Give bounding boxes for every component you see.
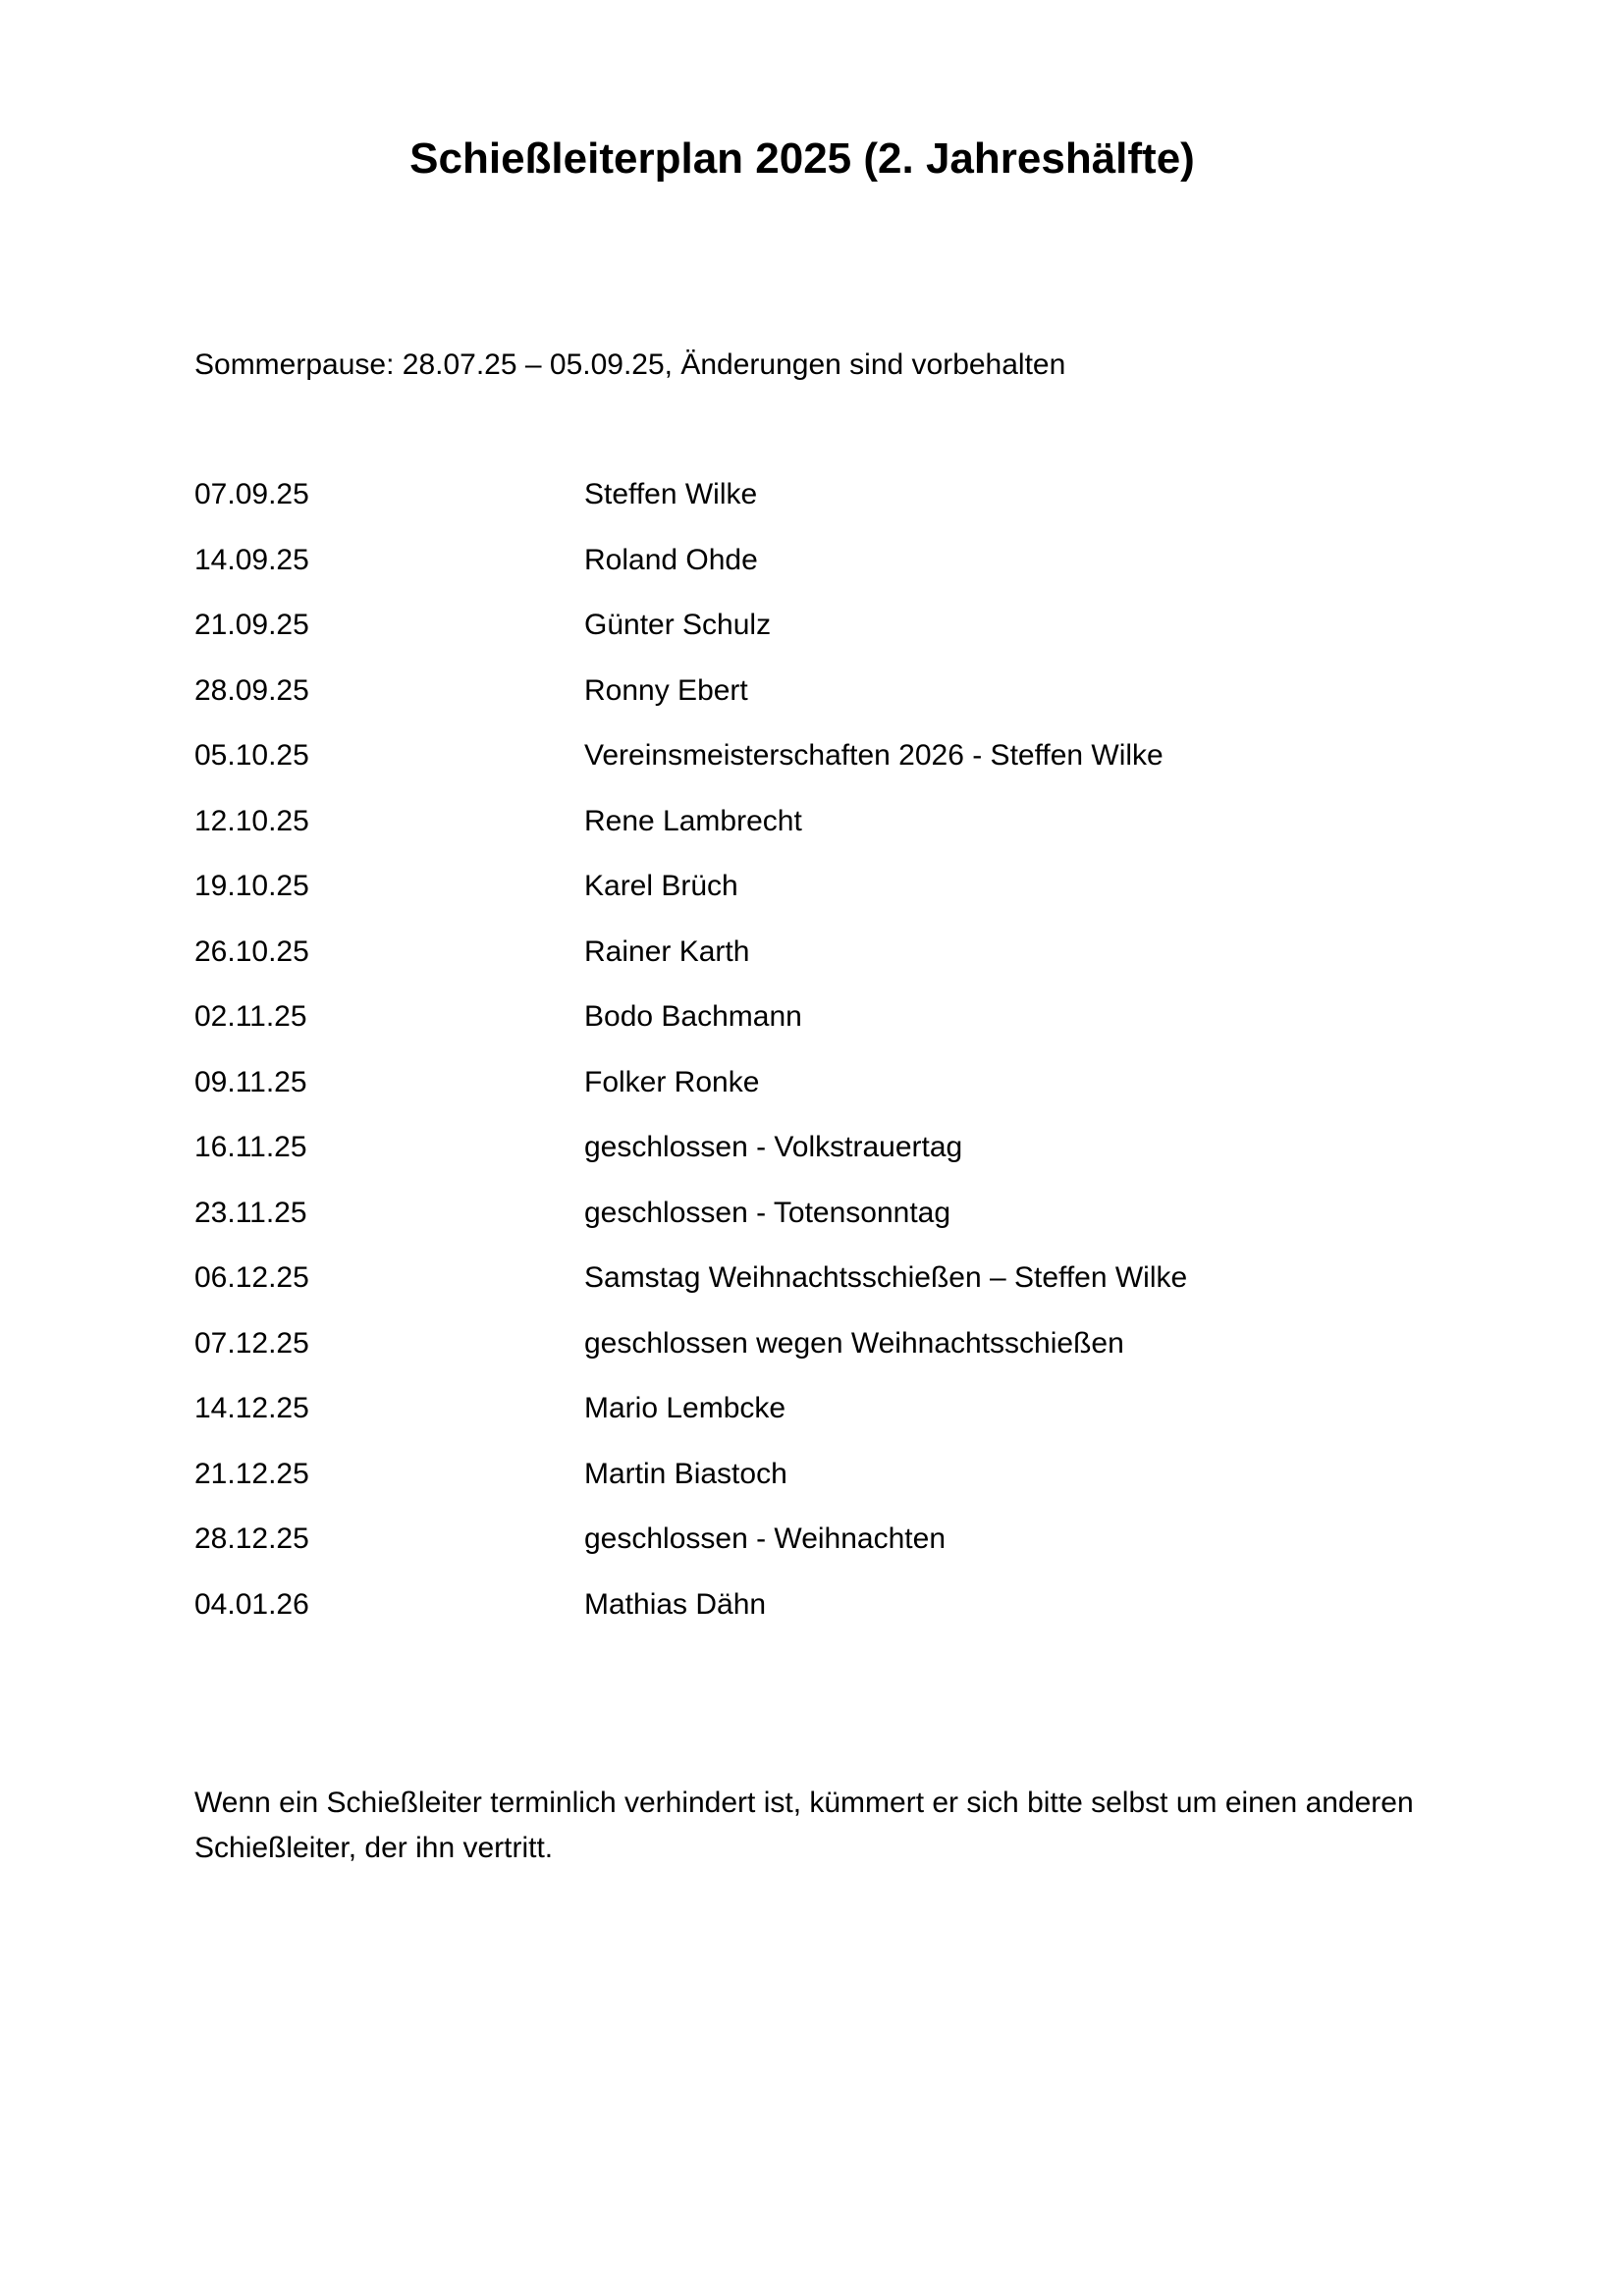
schedule-entry: Vereinsmeisterschaften 2026 - Steffen Wilke: [584, 739, 1164, 772]
schedule-row: [194, 1128, 1471, 1194]
schedule-entry: Samstag Weihnachtsschießen – Steffen Wilke: [584, 1261, 1188, 1294]
schedule-date: 07.09.25: [194, 478, 309, 510]
schedule-entry: Karel Brüch: [584, 870, 738, 902]
summer-break-notice: Sommerpause: 28.07.25 – 05.09.25, Änderungen sind vorbehalten: [194, 348, 1066, 381]
schedule-date: 21.12.25: [194, 1457, 309, 1490]
schedule-list: [194, 475, 1471, 1650]
substitution-note: Wenn ein Schießleiter terminlich verhindert ist, kümmert er sich bitte selbst um einen anderen Schießleiter, der ihn vertritt.: [194, 1787, 1414, 1864]
schedule-date: 06.12.25: [194, 1261, 309, 1294]
schedule-entry: Steffen Wilke: [584, 478, 758, 510]
schedule-entry: Ronny Ebert: [584, 673, 748, 707]
schedule-entry: Mathias Dähn: [584, 1587, 767, 1621]
schedule-date: 12.10.25: [194, 804, 309, 837]
schedule-row: [194, 606, 1471, 671]
schedule-entry: geschlossen - Volkstrauertag: [584, 1131, 963, 1163]
schedule-row: [194, 475, 1471, 541]
schedule-row: [194, 1324, 1471, 1390]
schedule-row: [194, 933, 1471, 998]
schedule-date: 02.11.25: [194, 1000, 307, 1033]
schedule-entry: Günter Schulz: [584, 609, 772, 641]
schedule-date: 14.12.25: [194, 1392, 309, 1424]
schedule-entry: Roland Ohde: [584, 543, 758, 576]
schedule-row: [194, 736, 1471, 802]
schedule-row: [194, 671, 1471, 737]
schedule-date: 28.12.25: [194, 1522, 309, 1555]
schedule-date: 14.09.25: [194, 543, 309, 576]
page-title: Schießleiterplan 2025 (2. Jahreshälfte): [409, 134, 1195, 183]
schedule-date: 23.11.25: [194, 1196, 307, 1229]
schedule-row: [194, 1258, 1471, 1324]
schedule-row: [194, 1585, 1471, 1651]
schedule-entry: Martin Biastoch: [584, 1457, 787, 1490]
schedule-row: [194, 1063, 1471, 1129]
schedule-entry: Rainer Karth: [584, 934, 750, 968]
schedule-date: 19.10.25: [194, 870, 309, 902]
schedule-date: 04.01.26: [194, 1587, 309, 1621]
schedule-entry: Mario Lembcke: [584, 1392, 786, 1424]
schedule-date: 26.10.25: [194, 934, 309, 968]
schedule-date: 28.09.25: [194, 673, 309, 707]
schedule-row: [194, 1194, 1471, 1259]
schedule-row: [194, 997, 1471, 1063]
schedule-date: 16.11.25: [194, 1131, 307, 1163]
schedule-row: [194, 541, 1471, 607]
schedule-entry: Bodo Bachmann: [584, 1000, 802, 1033]
schedule-row: [194, 1520, 1471, 1585]
schedule-date: 07.12.25: [194, 1326, 309, 1360]
schedule-row: [194, 1389, 1471, 1455]
schedule-entry: geschlossen - Weihnachten: [584, 1522, 946, 1555]
schedule-row: [194, 867, 1471, 933]
schedule-date: 21.09.25: [194, 609, 309, 641]
schedule-row: [194, 1455, 1471, 1521]
schedule-entry: Rene Lambrecht: [584, 804, 802, 837]
schedule-row: [194, 802, 1471, 868]
schedule-entry: Folker Ronke: [584, 1065, 760, 1098]
schedule-date: 05.10.25: [194, 739, 309, 772]
schedule-entry: geschlossen - Totensonntag: [584, 1196, 951, 1229]
schedule-date: 09.11.25: [194, 1065, 307, 1098]
schedule-entry: geschlossen wegen Weihnachtsschießen: [584, 1326, 1124, 1360]
